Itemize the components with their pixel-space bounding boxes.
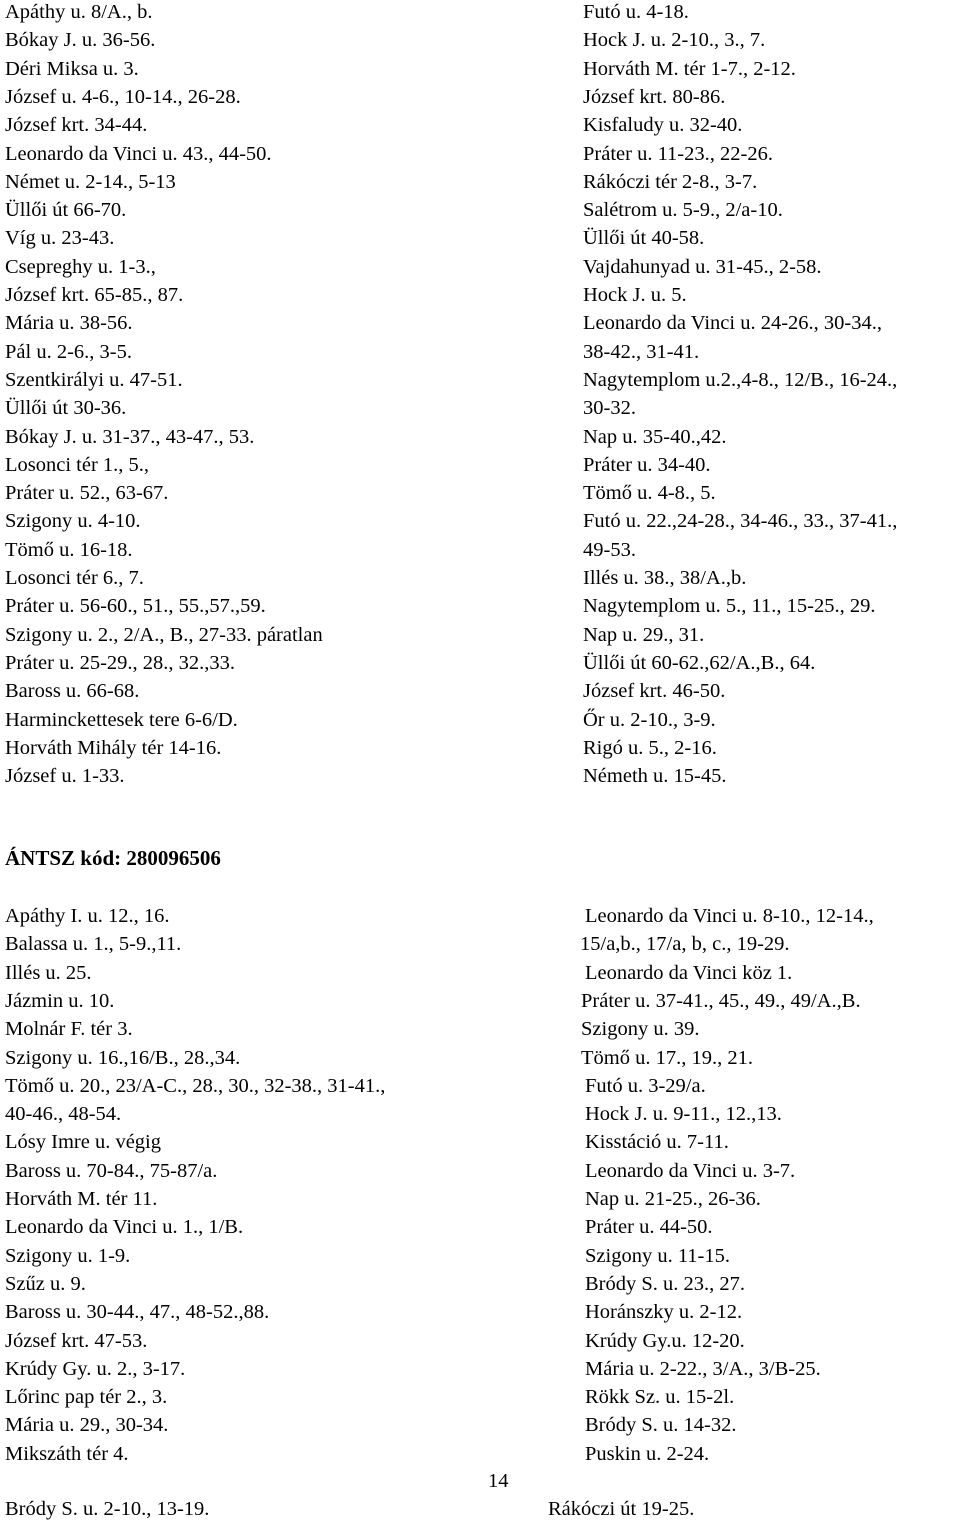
- address-line: Práter u. 56-60., 51., 55.,57.,59.: [5, 595, 266, 618]
- address-line: Apáthy I. u. 12., 16.: [5, 905, 170, 927]
- address-line: Práter u. 37-41., 45., 49., 49/A.,B.: [581, 989, 861, 1012]
- address-line: Leonardo da Vinci köz 1.: [585, 961, 793, 984]
- address-line: Szigony u. 39.: [581, 1018, 700, 1041]
- address-line: József krt. 47-53.: [5, 1329, 148, 1352]
- address-line: 40-46., 48-54.: [5, 1103, 122, 1126]
- address-line: Tömő u. 17., 19., 21.: [581, 1046, 753, 1069]
- address-line: Nap u. 35-40.,42.: [583, 425, 727, 448]
- address-line: Lósy Imre u. végig: [5, 1131, 161, 1154]
- address-line: József u. 1-33.: [5, 765, 125, 788]
- address-line: Futó u. 22.,24-28., 34-46., 33., 37-41.,: [583, 510, 898, 533]
- address-line: Práter u. 52., 63-67.: [5, 482, 169, 505]
- address-line: Harminckettesek tere 6-6/D.: [5, 708, 238, 731]
- address-line: Leonardo da Vinci u. 24-26., 30-34.,: [583, 312, 882, 335]
- address-line: 49-53.: [583, 538, 636, 561]
- footer-left-address: Bródy S. u. 2-10., 13-19.: [5, 1498, 210, 1520]
- address-line: Déri Miksa u. 3.: [5, 57, 139, 80]
- address-line: Leonardo da Vinci u. 1., 1/B.: [5, 1216, 244, 1239]
- address-line: Futó u. 3-29/a.: [585, 1074, 706, 1097]
- address-line: József krt. 65-85., 87.: [5, 284, 184, 306]
- address-line: Krúdy Gy. u. 2., 3-17.: [5, 1357, 186, 1380]
- section-heading: ÁNTSZ kód: 280096506: [5, 846, 221, 870]
- address-line: Szigony u. 16.,16/B., 28.,34.: [5, 1046, 241, 1069]
- address-line: Mária u. 29., 30-34.: [5, 1414, 169, 1437]
- address-line: Nap u. 29., 31.: [583, 623, 705, 646]
- address-line: Práter u. 11-23., 22-26.: [583, 142, 773, 165]
- footer-right-address: Rákóczi út 19-25.: [548, 1498, 695, 1520]
- address-line: Szigony u. 1-9.: [5, 1244, 131, 1267]
- address-line: Balassa u. 1., 5-9.,11.: [5, 933, 182, 956]
- address-line: Horánszky u. 2-12.: [585, 1301, 743, 1324]
- address-line: Hock J. u. 9-11., 12.,13.: [585, 1103, 782, 1126]
- address-line: Nagytemplom u.2.,4-8., 12/B., 16-24.,: [583, 368, 898, 391]
- address-line: Losonci tér 1., 5.,: [5, 453, 150, 476]
- address-line: Tömő u. 16-18.: [5, 538, 133, 561]
- address-line: Kisstáció u. 7-11.: [585, 1131, 729, 1154]
- address-line: Tömő u. 20., 23/A-C., 28., 30., 32-38., 31-41.,: [5, 1074, 386, 1097]
- address-line: József krt. 34-44.: [5, 114, 148, 137]
- address-line: Mikszáth tér 4.: [5, 1442, 129, 1465]
- address-line: Szigony u. 4-10.: [5, 510, 141, 533]
- address-line: Hock J. u. 2-10., 3., 7.: [583, 29, 766, 52]
- address-line: Bókay J. u. 36-56.: [5, 29, 156, 52]
- address-line: Baross u. 66-68.: [5, 680, 140, 703]
- address-line: Vajdahunyad u. 31-45., 2-58.: [583, 255, 822, 278]
- address-line: Mária u. 2-22., 3/A., 3/B-25.: [585, 1357, 821, 1380]
- address-line: Tömő u. 4-8., 5.: [583, 482, 716, 505]
- address-line: Molnár F. tér 3.: [5, 1018, 133, 1041]
- address-line: Szigony u. 2., 2/A., B., 27-33. páratlan: [5, 623, 323, 646]
- address-line: Jázmin u. 10.: [5, 989, 115, 1012]
- address-line: Víg u. 23-43.: [5, 227, 115, 250]
- address-line: Rákóczi tér 2-8., 3-7.: [583, 170, 758, 193]
- address-line: Horváth M. tér 11.: [5, 1188, 158, 1210]
- address-line: József krt. 80-86.: [583, 85, 726, 108]
- address-line: Csepreghy u. 1-3.,: [5, 255, 156, 278]
- address-line: Üllői út 30-36.: [5, 397, 127, 420]
- address-line: Pál u. 2-6., 3-5.: [5, 340, 132, 363]
- address-line: Szűz u. 9.: [5, 1272, 86, 1295]
- address-line: Lőrinc pap tér 2., 3.: [5, 1386, 168, 1409]
- address-line: Leonardo da Vinci u. 3-7.: [585, 1159, 796, 1182]
- address-line: Bródy S. u. 23., 27.: [585, 1272, 746, 1295]
- address-line: Kisfaludy u. 32-40.: [583, 114, 743, 137]
- address-line: Bródy S. u. 14-32.: [585, 1414, 737, 1437]
- address-line: Krúdy Gy.u. 12-20.: [585, 1329, 745, 1352]
- address-line: József krt. 46-50.: [583, 680, 726, 703]
- address-line: Mária u. 38-56.: [5, 312, 133, 335]
- address-line: Apáthy u. 8/A., b.: [5, 1, 153, 23]
- address-line: 15/a,b., 17/a, b, c., 19-29.: [580, 933, 790, 956]
- address-line: Horváth Mihály tér 14-16.: [5, 736, 222, 759]
- address-line: Salétrom u. 5-9., 2/a-10.: [583, 199, 783, 222]
- address-line: Futó u. 4-18.: [583, 1, 689, 23]
- address-line: Nagytemplom u. 5., 11., 15-25., 29.: [583, 595, 876, 618]
- address-line: Baross u. 70-84., 75-87/a.: [5, 1159, 218, 1182]
- address-line: Őr u. 2-10., 3-9.: [583, 708, 716, 731]
- address-line: Puskin u. 2-24.: [585, 1442, 710, 1465]
- address-line: Práter u. 34-40.: [583, 453, 711, 476]
- page-number: 14: [488, 1470, 509, 1492]
- address-line: Szentkirályi u. 47-51.: [5, 368, 183, 391]
- address-line: Nap u. 21-25., 26-36.: [585, 1188, 761, 1210]
- address-line: Rigó u. 5., 2-16.: [583, 736, 717, 759]
- address-line: 38-42., 31-41.: [583, 340, 700, 363]
- address-line: Szigony u. 11-15.: [585, 1244, 731, 1267]
- address-line: Üllői út 66-70.: [5, 199, 127, 222]
- address-line: Üllői út 40-58.: [583, 227, 705, 250]
- address-line: Leonardo da Vinci u. 8-10., 12-14.,: [585, 905, 874, 927]
- address-line: József u. 4-6., 10-14., 26-28.: [5, 85, 241, 108]
- address-line: Német u. 2-14., 5-13: [5, 170, 176, 193]
- address-line: Losonci tér 6., 7.: [5, 567, 144, 589]
- address-line: Baross u. 30-44., 47., 48-52.,88.: [5, 1301, 270, 1324]
- address-line: Illés u. 38., 38/A.,b.: [583, 567, 747, 589]
- address-line: Práter u. 25-29., 28., 32.,33.: [5, 651, 236, 674]
- address-line: Hock J. u. 5.: [583, 284, 687, 306]
- address-line: 30-32.: [583, 397, 636, 420]
- address-line: Leonardo da Vinci u. 43., 44-50.: [5, 142, 272, 165]
- address-line: Németh u. 15-45.: [583, 765, 727, 788]
- address-line: Horváth M. tér 1-7., 2-12.: [583, 57, 796, 80]
- address-line: Rökk Sz. u. 15-2l.: [585, 1386, 735, 1409]
- address-line: Práter u. 44-50.: [585, 1216, 713, 1239]
- address-line: Bókay J. u. 31-37., 43-47., 53.: [5, 425, 255, 448]
- address-line: Illés u. 25.: [5, 961, 92, 984]
- address-line: Üllői út 60-62.,62/A.,B., 64.: [583, 651, 816, 674]
